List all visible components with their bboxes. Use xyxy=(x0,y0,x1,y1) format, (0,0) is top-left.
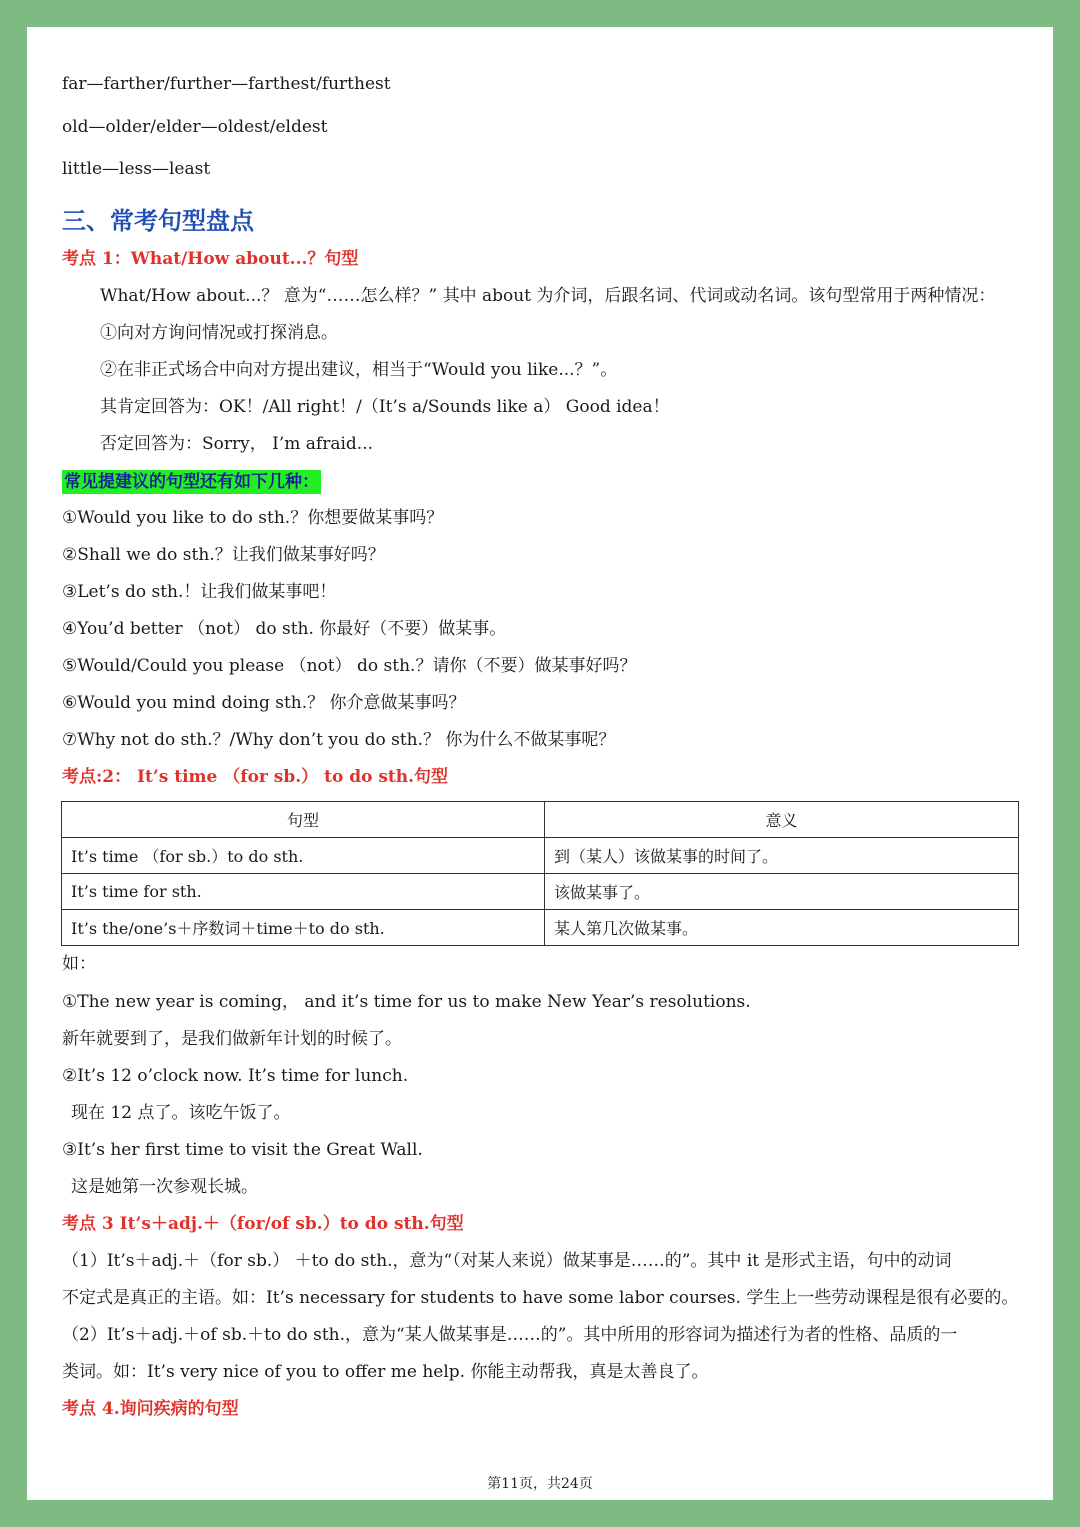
pattern-item: ②Shall we do sth.？让我们做某事好吗？ xyxy=(62,545,385,565)
kp3-line: （2）It’s＋adj.＋of sb.＋to do sth.，意为“某人做某事是……的”。其中所用的形容词为描述行为者的性格、品质的一 xyxy=(62,1325,958,1345)
example-line: ②It’s 12 o’clock now. It’s time for lunch. xyxy=(62,1066,409,1086)
pattern-item: ⑥Would you mind doing sth.？ 你介意做某事吗？ xyxy=(62,693,466,713)
example-line: 这是她第一次参观长城。 xyxy=(71,1177,258,1197)
comparative-line: far—farther/further—farthest/furthest xyxy=(62,74,391,94)
table-cell: It’s time （for sb.）to do sth. xyxy=(62,838,545,874)
table-cell: It’s the/one’s＋序数词＋time＋to do sth. xyxy=(62,910,545,946)
table-header: 意义 xyxy=(545,802,1019,838)
comparative-line: old—older/elder—oldest/eldest xyxy=(62,117,328,137)
table-cell: It’s time for sth. xyxy=(62,874,545,910)
kp2-title: 考点:2： It’s time （for sb.） to do sth.句型 xyxy=(62,767,449,787)
table-row xyxy=(62,874,1019,910)
pattern-table xyxy=(61,801,1019,946)
kp3-line: 类词。如：It’s very nice of you to offer me help. 你能主动帮我，真是太善良了。 xyxy=(62,1362,709,1382)
example-label: 如： xyxy=(62,954,96,974)
pattern-item: ①Would you like to do sth.？你想要做某事吗？ xyxy=(62,508,444,528)
example-line: 现在 12 点了。该吃午饭了。 xyxy=(71,1103,291,1123)
kp3-line: （1）It’s＋adj.＋（for sb.） ＋to do sth.，意为“（对某人来说）做某事是……的”。其中 it 是形式主语，句中的动词 xyxy=(62,1251,952,1271)
kp3-line: 不定式是真正的主语。如：It’s necessary for students to have some labor courses. 学生上一些劳动课程是很有必要的。 xyxy=(62,1288,1019,1308)
kp1-line: ①向对方询问情况或打探消息。 xyxy=(100,323,338,343)
table-header: 句型 xyxy=(62,802,545,838)
kp3-title: 考点 3 It’s＋adj.＋（for/of sb.）to do sth.句型 xyxy=(62,1214,464,1234)
example-line: 新年就要到了，是我们做新年计划的时候了。 xyxy=(62,1029,402,1049)
pattern-item: ⑦Why not do sth.？/Why don’t you do sth.？ 你为什么不做某事呢？ xyxy=(62,730,616,750)
table-cell: 到（某人）该做某事的时间了。 xyxy=(545,838,1019,874)
kp1-title: 考点 1：What/How about...？句型 xyxy=(62,249,359,269)
kp1-line: 否定回答为：Sorry， I’m afraid... xyxy=(100,434,374,454)
pattern-item: ③Let’s do sth.！让我们做某事吧！ xyxy=(62,582,337,602)
table-header-row xyxy=(62,802,1019,838)
pattern-item: ⑤Would/Could you please （not） do sth.？请你（不要）做某事好吗？ xyxy=(62,656,637,676)
kp1-line: ②在非正式场合中向对方提出建议，相当于“Would you like...？”。 xyxy=(100,360,618,380)
table-cell: 该做某事了。 xyxy=(545,874,1019,910)
comparative-line: little—less—least xyxy=(62,159,211,179)
pattern-item: ④You’d better （not） do sth. 你最好（不要）做某事。 xyxy=(62,619,507,639)
kp1-line: 其肯定回答为：OK！/All right！/（It’s a/Sounds like a） Good idea！ xyxy=(100,397,670,417)
example-line: ①The new year is coming， and it’s time for us to make New Year’s resolutions. xyxy=(62,992,751,1012)
page-footer: 第11页，共24页 xyxy=(487,1476,593,1492)
kp1-line: What/How about...？ 意为“……怎么样？” 其中 about 为介词，后跟名词、代词或动名词。该句型常用于两种情况： xyxy=(100,286,996,306)
highlighted-heading: 常见提建议的句型还有如下几种： xyxy=(64,472,319,492)
example-line: ③It’s her first time to visit the Great Wall. xyxy=(62,1140,423,1160)
table-row xyxy=(62,838,1019,874)
table-cell: 某人第几次做某事。 xyxy=(545,910,1019,946)
document-page xyxy=(27,27,1053,1500)
kp4-title: 考点 4.询问疾病的句型 xyxy=(62,1399,239,1419)
section-title: 三、常考句型盘点 xyxy=(62,207,254,235)
table-row xyxy=(62,910,1019,946)
